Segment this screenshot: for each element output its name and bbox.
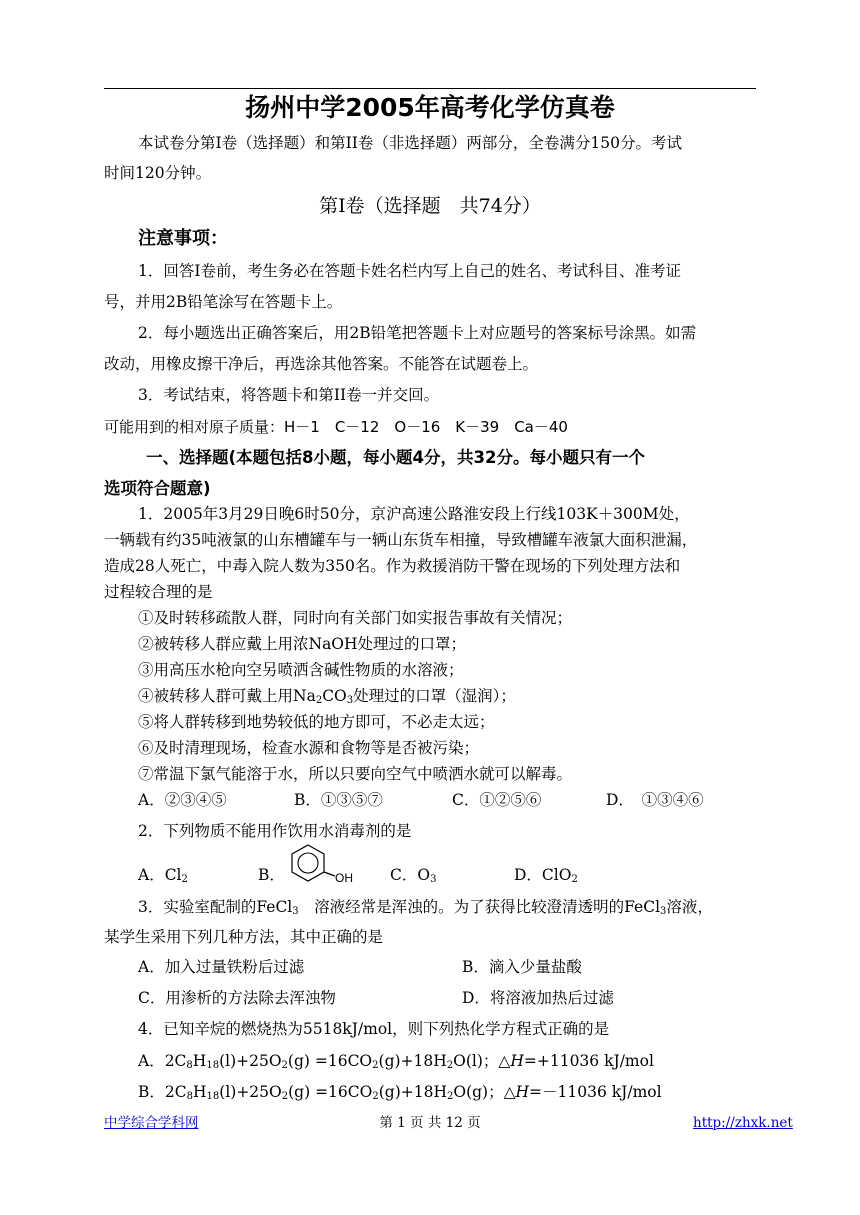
intro-line-1: 本试卷分第I卷（选择题）和第II卷（非选择题）两部分，全卷满分150分。考试: [138, 134, 682, 152]
q2-option-b-label: B．: [258, 866, 285, 884]
note-2-line-1: 2．每小题选出正确答案后，用2B铅笔把答题卡上对应题号的答案标号涂黑。如需: [138, 324, 697, 342]
q2-stem: 2．下列物质不能用作饮用水消毒剂的是: [138, 822, 412, 840]
q2-option-a: A．$Cl_2$: [138, 866, 188, 885]
q1-item-3: ③用高压水枪向空另喷洒含碱性物质的水溶液；: [138, 661, 464, 679]
phenol-structure-icon: [288, 842, 358, 886]
footer-right-link[interactable]: http://zhxk.net: [693, 1115, 793, 1131]
header-rule: [104, 88, 756, 89]
q1-item-7: ⑦常温下氯气能溶于水，所以只要向空气中喷洒水就可以解毒。: [138, 765, 573, 783]
q1-option-c: C．①②⑤⑥: [452, 791, 542, 809]
q4-option-a: A．$2C_8H_{18}(l)+25O_2(g) =16CO_2(g)+18H_2O(l)$；△H=+11036 kJ/mol: [138, 1052, 654, 1071]
q1-item-1: ①及时转移疏散人群，同时向有关部门如实报告事故有关情况；: [138, 609, 573, 627]
q2-option-c: C．$O_3$: [390, 866, 437, 885]
phenol-oh-label: OH: [335, 871, 353, 885]
note-2-line-2: 改动，用橡皮擦干净后，再选涂其他答案。不能答在试题卷上。: [104, 355, 539, 373]
intro-line-2: 时间120分钟。: [104, 164, 212, 182]
q3-option-b: B．滴入少量盐酸: [462, 958, 582, 976]
q1-option-b: B．①③⑤⑦: [294, 791, 383, 809]
q4-option-b: B．$2C_8H_{18}(l)+25O_2(g) =16CO_2(g)+18H_2O(g)$；△H=－11036 kJ/mol: [138, 1083, 662, 1102]
footer-page-number: 第 1 页 共 12 页: [379, 1115, 481, 1131]
atomic-masses: 可能用到的相对原子质量：H－1 C－12 O－16 K－39 Ca－40: [104, 418, 568, 436]
part1-heading: 第Ⅰ卷（选择题 共74分）: [319, 195, 541, 217]
q1-option-a: A．②③④⑤: [138, 791, 227, 809]
q1-line-1: 1．2005年3月29日晚6时50分，京沪高速公路淮安段上行线103K＋300M处，: [138, 505, 690, 523]
q3-line-2: 某学生采用下列几种方法，其中正确的是: [104, 928, 384, 946]
q3-option-c: C．用渗析的方法除去浑浊物: [138, 989, 336, 1007]
note-1-line-1: 1．回答I卷前，考生务必在答题卡姓名栏内写上自己的姓名、考试科目、准考证: [138, 262, 681, 280]
q1-item-4: ④被转移人群可戴上用$Na_2CO_3$处理过的口罩（湿润）；: [138, 687, 516, 706]
notes-heading: 注意事项：: [138, 228, 228, 249]
q3-line-1: 3．实验室配制的FeCl$_3$ 溶液经常是浑浊的。为了获得比较澄清透明的FeCl$_3$溶液，: [138, 898, 713, 917]
q3-option-d: D．将溶液加热后过滤: [462, 989, 614, 1007]
q1-item-6: ⑥及时清理现场，检查水源和食物等是否被污染；: [138, 739, 480, 757]
q1-line-4: 过程较合理的是: [104, 583, 213, 601]
page-title: 扬州中学2005年高考化学仿真卷: [245, 93, 615, 122]
q1-option-d: D． ①③④⑥: [606, 791, 704, 809]
q2-option-d: D．ClO$_2$: [514, 866, 578, 885]
q1-item-5: ⑤将人群转移到地势较低的地方即可，不必走太远；: [138, 713, 495, 731]
footer-left-link[interactable]: 中学综合学科网: [104, 1115, 199, 1131]
section1-heading-line-1: 一、选择题(本题包括8小题，每小题4分，共32分。每小题只有一个: [146, 448, 645, 467]
section1-heading-line-2: 选项符合题意): [104, 479, 211, 498]
q1-line-2: 一辆载有约35吨液氯的山东槽罐车与一辆山东货车相撞，导致槽罐车液氯大面积泄漏，: [104, 531, 698, 549]
note-1-line-2: 号，并用2B铅笔涂写在答题卡上。: [104, 293, 343, 311]
q3-option-a: A．加入过量铁粉后过滤: [138, 958, 305, 976]
q4-stem: 4．已知辛烷的燃烧热为5518kJ/mol，则下列热化学方程式正确的是: [138, 1020, 610, 1038]
note-3: 3．考试结束，将答题卡和第II卷一并交回。: [138, 386, 440, 404]
q1-item-2: ②被转移人群应戴上用浓NaOH处理过的口罩；: [138, 635, 467, 653]
q1-line-3: 造成28人死亡，中毒入院人数为350名。作为救援消防干警在现场的下列处理方法和: [104, 557, 681, 575]
